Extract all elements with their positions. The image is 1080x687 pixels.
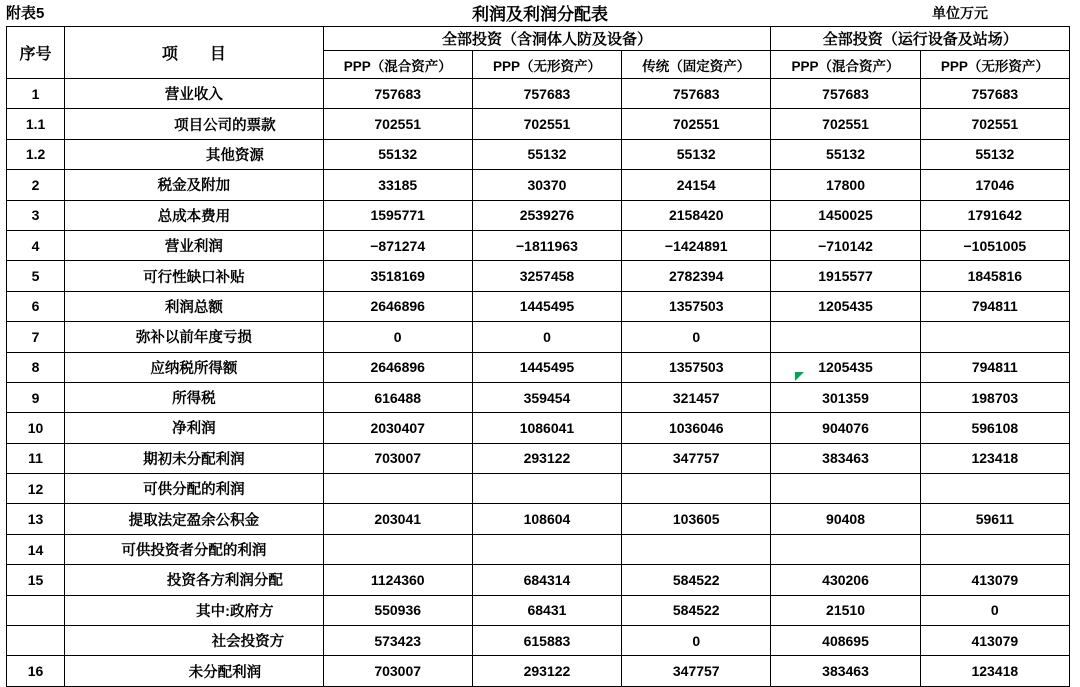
header-sub-4: PPP（混合资产） <box>771 51 920 79</box>
row-item-label: 营业利润 <box>65 230 323 260</box>
header-sub-3: 传统（固定资产） <box>622 51 771 79</box>
row-seq: 14 <box>7 534 65 564</box>
row-seq <box>7 595 65 625</box>
row-value: 904076 <box>771 413 920 443</box>
row-value: 17046 <box>920 170 1069 200</box>
row-value <box>323 534 472 564</box>
header-sub-1: PPP（混合资产） <box>323 51 472 79</box>
row-seq: 1.1 <box>7 109 65 139</box>
table-row <box>7 139 1070 169</box>
row-value: 68431 <box>472 595 621 625</box>
row-item-label: 应纳税所得额 <box>65 352 323 382</box>
row-item-label: 其他资源 <box>65 139 323 169</box>
unit-label: 单位万元 <box>932 5 988 21</box>
row-value: 203041 <box>323 504 472 534</box>
table-row <box>7 230 1070 260</box>
row-item-label: 其中:政府方 <box>65 595 323 625</box>
row-value: 794811 <box>920 352 1069 382</box>
row-value: 702551 <box>622 109 771 139</box>
row-seq: 7 <box>7 322 65 352</box>
row-item-label: 社会投资方 <box>65 626 323 656</box>
row-value: 616488 <box>323 382 472 412</box>
row-seq: 15 <box>7 565 65 595</box>
row-seq: 1 <box>7 79 65 109</box>
row-value: 1595771 <box>323 200 472 230</box>
row-seq: 9 <box>7 382 65 412</box>
row-value: 1445495 <box>472 352 621 382</box>
row-item-label: 提取法定盈余公积金 <box>65 504 323 534</box>
row-item-label: 弥补以前年度亏损 <box>65 322 323 352</box>
table-row <box>7 170 1070 200</box>
row-item-label: 未分配利润 <box>65 656 323 686</box>
row-seq: 3 <box>7 200 65 230</box>
row-value <box>771 322 920 352</box>
row-value: 3257458 <box>472 261 621 291</box>
row-value: 103605 <box>622 504 771 534</box>
row-value: 0 <box>323 322 472 352</box>
table-row <box>7 322 1070 352</box>
header-sub-2: PPP（无形资产） <box>472 51 621 79</box>
row-value: 24154 <box>622 170 771 200</box>
row-value: 430206 <box>771 565 920 595</box>
table-row <box>7 352 1070 382</box>
row-value: −1811963 <box>472 230 621 260</box>
row-seq: 6 <box>7 291 65 321</box>
row-value: 2030407 <box>323 413 472 443</box>
row-seq: 12 <box>7 474 65 504</box>
header-item: 项 目 <box>65 27 323 79</box>
table-row <box>7 443 1070 473</box>
row-value: −1424891 <box>622 230 771 260</box>
row-value: 1445495 <box>472 291 621 321</box>
row-value: 757683 <box>622 79 771 109</box>
row-value: 347757 <box>622 656 771 686</box>
row-value: 293122 <box>472 443 621 473</box>
row-item-label: 可供投资者分配的利润 <box>65 534 323 564</box>
row-value: 584522 <box>622 595 771 625</box>
row-item-label: 净利润 <box>65 413 323 443</box>
row-value: 55132 <box>771 139 920 169</box>
row-value: 108604 <box>472 504 621 534</box>
row-value: 2782394 <box>622 261 771 291</box>
row-value: 55132 <box>622 139 771 169</box>
table-row <box>7 656 1070 686</box>
row-value: 359454 <box>472 382 621 412</box>
row-value: 757683 <box>920 79 1069 109</box>
green-marker-icon <box>795 372 804 381</box>
row-seq: 16 <box>7 656 65 686</box>
row-value: 702551 <box>771 109 920 139</box>
table-row <box>7 565 1070 595</box>
row-value: −871274 <box>323 230 472 260</box>
header-seq: 序号 <box>7 27 65 79</box>
row-value <box>323 474 472 504</box>
row-value: 703007 <box>323 656 472 686</box>
row-seq: 10 <box>7 413 65 443</box>
row-item-label: 税金及附加 <box>65 170 323 200</box>
row-value: 0 <box>920 595 1069 625</box>
row-value: 615883 <box>472 626 621 656</box>
row-seq: 2 <box>7 170 65 200</box>
row-item-label: 投资各方利润分配 <box>65 565 323 595</box>
row-value: 794811 <box>920 291 1069 321</box>
row-value: 2158420 <box>622 200 771 230</box>
table-row <box>7 534 1070 564</box>
row-item-label: 项目公司的票款 <box>65 109 323 139</box>
row-value: 3518169 <box>323 261 472 291</box>
table-row <box>7 200 1070 230</box>
row-value: 2646896 <box>323 291 472 321</box>
table-row <box>7 474 1070 504</box>
header-row-1 <box>7 27 1070 51</box>
row-value: 1205435 <box>771 352 920 382</box>
row-value: 198703 <box>920 382 1069 412</box>
table-body <box>7 79 1070 687</box>
row-value: 2539276 <box>472 200 621 230</box>
row-value <box>472 534 621 564</box>
row-value: 293122 <box>472 656 621 686</box>
row-value <box>920 534 1069 564</box>
page-title: 利润及利润分配表 <box>472 5 608 24</box>
row-value: 0 <box>622 626 771 656</box>
document-header <box>0 0 1080 26</box>
row-value: 757683 <box>472 79 621 109</box>
row-value: 30370 <box>472 170 621 200</box>
row-value: −710142 <box>771 230 920 260</box>
row-value: 90408 <box>771 504 920 534</box>
row-value: 757683 <box>771 79 920 109</box>
table-row <box>7 413 1070 443</box>
row-seq: 13 <box>7 504 65 534</box>
row-value <box>472 474 621 504</box>
row-value: 1915577 <box>771 261 920 291</box>
row-value: 550936 <box>323 595 472 625</box>
row-seq <box>7 626 65 656</box>
row-value <box>920 474 1069 504</box>
row-item-label: 利润总额 <box>65 291 323 321</box>
table-row <box>7 109 1070 139</box>
row-value: 0 <box>472 322 621 352</box>
row-value: 55132 <box>323 139 472 169</box>
row-value: 123418 <box>920 656 1069 686</box>
row-value <box>920 322 1069 352</box>
row-value: 703007 <box>323 443 472 473</box>
table-row <box>7 595 1070 625</box>
row-value: 1450025 <box>771 200 920 230</box>
row-value: 413079 <box>920 565 1069 595</box>
row-item-label: 所得税 <box>65 382 323 412</box>
row-value: 33185 <box>323 170 472 200</box>
row-value: 413079 <box>920 626 1069 656</box>
row-value <box>771 474 920 504</box>
row-item-label: 可行性缺口补贴 <box>65 261 323 291</box>
table-row <box>7 79 1070 109</box>
row-value: 702551 <box>472 109 621 139</box>
row-value: 408695 <box>771 626 920 656</box>
row-item-label: 营业收入 <box>65 79 323 109</box>
row-value: 383463 <box>771 443 920 473</box>
row-value: 1357503 <box>622 291 771 321</box>
row-value: 702551 <box>920 109 1069 139</box>
row-value: 59611 <box>920 504 1069 534</box>
row-value: 123418 <box>920 443 1069 473</box>
header-group-2: 全部投资（运行设备及站场） <box>771 27 1070 51</box>
profit-distribution-table <box>6 26 1070 687</box>
row-seq: 11 <box>7 443 65 473</box>
row-value <box>622 534 771 564</box>
row-value: 301359 <box>771 382 920 412</box>
row-seq: 1.2 <box>7 139 65 169</box>
table-head <box>7 27 1070 79</box>
row-value: 1124360 <box>323 565 472 595</box>
row-item-label: 总成本费用 <box>65 200 323 230</box>
table-row <box>7 382 1070 412</box>
row-value: 21510 <box>771 595 920 625</box>
table-row <box>7 504 1070 534</box>
row-value: 1845816 <box>920 261 1069 291</box>
row-value: 55132 <box>472 139 621 169</box>
attachment-label: 附表5 <box>6 5 45 22</box>
row-value: 321457 <box>622 382 771 412</box>
row-seq: 8 <box>7 352 65 382</box>
table-row <box>7 626 1070 656</box>
row-value: 55132 <box>920 139 1069 169</box>
row-value: −1051005 <box>920 230 1069 260</box>
row-value: 1205435 <box>771 291 920 321</box>
row-value <box>771 534 920 564</box>
row-value: 702551 <box>323 109 472 139</box>
row-value: 1791642 <box>920 200 1069 230</box>
header-sub-5: PPP（无形资产） <box>920 51 1069 79</box>
row-value: 757683 <box>323 79 472 109</box>
row-item-label: 期初未分配利润 <box>65 443 323 473</box>
header-group-1: 全部投资（含洞体人防及设备） <box>323 27 771 51</box>
row-seq: 5 <box>7 261 65 291</box>
row-value: 596108 <box>920 413 1069 443</box>
row-value: 1357503 <box>622 352 771 382</box>
row-value: 2646896 <box>323 352 472 382</box>
row-seq: 4 <box>7 230 65 260</box>
row-value: 684314 <box>472 565 621 595</box>
table-row <box>7 291 1070 321</box>
row-value: 584522 <box>622 565 771 595</box>
row-value: 17800 <box>771 170 920 200</box>
row-item-label: 可供分配的利润 <box>65 474 323 504</box>
row-value: 573423 <box>323 626 472 656</box>
row-value: 1036046 <box>622 413 771 443</box>
row-value <box>622 474 771 504</box>
row-value: 383463 <box>771 656 920 686</box>
row-value: 347757 <box>622 443 771 473</box>
row-value: 1086041 <box>472 413 621 443</box>
table-row <box>7 261 1070 291</box>
row-value: 0 <box>622 322 771 352</box>
